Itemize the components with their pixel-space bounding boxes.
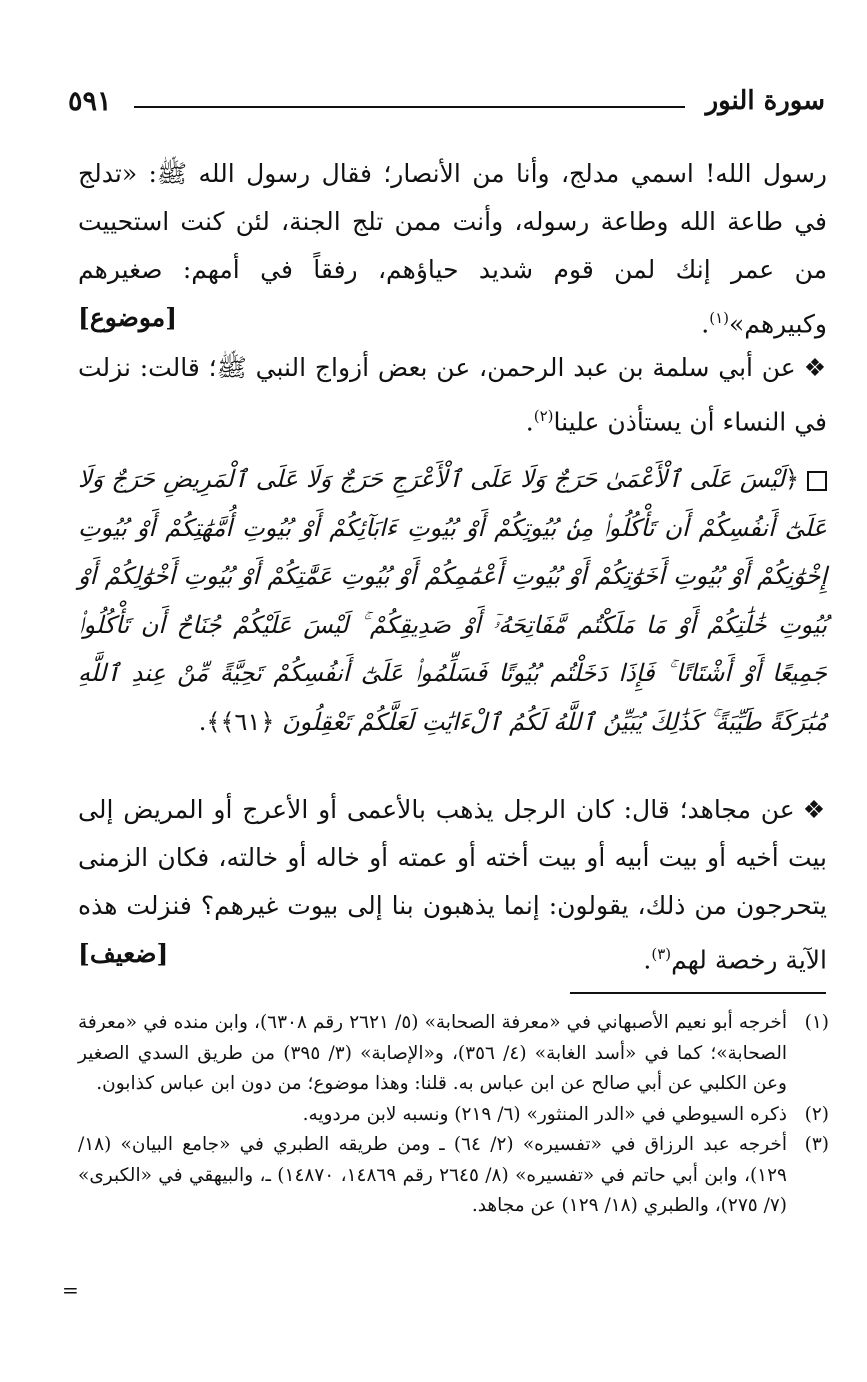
square-marker-icon (807, 471, 827, 491)
paragraph-text: عن مجاهد؛ قال: كان الرجل يذهب بالأعمى أو الأعرج أو المريض إلى بيت أخيه أو بيت أبيه أو بيت أخته أو عمته أو خاله أو خالته، فكان الزمنى يتحرجون من ذلك، يقولون: إنما يذهبون بنا إلى بيوت غيرهم؟ فنزلت هذه الآية رخصة لهم (78, 795, 827, 975)
footnote-item (78, 1008, 829, 1100)
footnote-text: أخرجه أبو نعيم الأصبهاني في «معرفة الصحابة» (٥/ ٢٦٢١ رقم ٦٣٠٨)، وابن منده في «معرفة الصحابة»؛ كما في «أسد الغابة» (٤/ ٣٥٦)، و«الإصابة» (٣/ ٣٩٥) من طريق السدي الصغير وعن الكلبي عن أبي صالح عن ابن عباس به. قلنا: وهذا موضوع؛ من دون ابن عباس كذابون. (78, 1012, 787, 1094)
continues-marker: = (62, 1278, 79, 1302)
footnote-number: (٢) (804, 1103, 829, 1125)
footnote-ref: (٢) (533, 407, 554, 425)
paragraph-text: عن أبي سلمة بن عبد الرحمن، عن بعض أزواج النبي ﷺ؛ قالت: نزلت في النساء أن يستأذن علينا (78, 353, 827, 437)
hadith-paragraph-3: ❖عن مجاهد؛ قال: كان الرجل يذهب بالأعمى أو الأعرج أو المريض إلى بيت أخيه أو بيت أبيه أو بيت أخته أو عمته أو خاله أو خالته، فكان الزمنى يتحرجون من ذلك، يقولون: إنما يذهبون بنا إلى بيوت غيرهم؟ فنزلت هذه الآية رخصة لهم$^{(٣)}$. [ضعيف] (78, 786, 827, 984)
hadith-paragraph-2: ❖عن أبي سلمة بن عبد الرحمن، عن بعض أزواج النبي ﷺ؛ قالت: نزلت في النساء أن يستأذن علينا$^{(٢)}$. (78, 353, 827, 437)
footnote-ref: (١) (709, 309, 730, 327)
footnote-ref: (٣) (651, 945, 672, 963)
bullet-icon: ❖ (802, 795, 827, 824)
footnote-item (78, 1130, 829, 1222)
footnote-number: (١) (804, 1012, 829, 1033)
surah-title: سورة النور (705, 86, 825, 116)
footnote-number: (٣) (804, 1134, 829, 1155)
header-rule (134, 106, 685, 108)
footnotes (78, 1008, 829, 1222)
page-number: ٥٩١ (68, 86, 112, 117)
footnote-text: ذكره السيوطي في «الدر المنثور» (٦/ ٢١٩) ونسبه لابن مردويه. (302, 1103, 787, 1125)
verse-text: لَيْسَ عَلَى ٱلْأَعْمَىٰ حَرَجٌ وَلَا عَلَى ٱلْأَعْرَجِ حَرَجٌ وَلَا عَلَى ٱلْمَرِيضِ حَرَجٌ وَلَا عَلَىٰٓ أَنفُسِكُمْ أَن تَأْكُلُوا۟ مِنۢ بُيُوتِكُمْ أَوْ بُيُوتِ ءَابَآئِكُمْ أَوْ بُيُوتِ أُمَّهَٰتِكُمْ أَوْ بُيُوتِ إِخْوَٰنِكُمْ أَوْ بُيُوتِ أَخَوَٰتِكُمْ أَوْ بُيُوتِ أَعْمَٰمِكُمْ أَوْ بُيُوتِ عَمَّٰتِكُمْ أَوْ بُيُوتِ أَخْوَٰلِكُمْ أَوْ بُيُوتِ خَٰلَٰتِكُمْ أَوْ مَا مَلَكْتُم مَّفَاتِحَهُۥٓ أَوْ صَدِيقِكُمْ ۚ لَيْسَ عَلَيْكُمْ جُنَاحٌ أَن تَأْكُلُوا۟ جَمِيعًا أَوْ أَشْتَاتًا ۚ فَإِذَا دَخَلْتُم بُيُوتًا فَسَلِّمُوا۟ عَلَىٰٓ أَنفُسِكُمْ تَحِيَّةً مِّنْ عِندِ ٱللَّهِ مُبَٰرَكَةً طَيِّبَةً ۚ كَذَٰلِكَ يُبَيِّنُ ٱللَّهُ لَكُمُ ٱلْءَايَٰتِ لَعَلَّكُمْ تَعْقِلُونَ (78, 465, 827, 736)
hadith-paragraph-1: رسول الله! اسمي مدلج، وأنا من الأنصار؛ فقال رسول الله ﷺ: «تدلج في طاعة الله وطاعة رسوله، وأنت ممن تلج الجنة، لئن كنت استحييت من عمر إنك لمن قوم شديد حياؤهم، رفقاً في أمهم: صغيرهم وكبيرهم»$^{(١)}$. [موضوع] (78, 150, 827, 348)
ayah-number: ﴿٦١﴾ (220, 707, 275, 736)
page-header (68, 82, 825, 122)
bullet-icon: ❖ (803, 353, 827, 382)
grade-label: [ضعيف] (78, 939, 169, 968)
verse-close-bracket: ﴾. (198, 707, 221, 736)
grade-label: [موضوع] (78, 303, 178, 332)
footnote-item (78, 1100, 829, 1131)
verse-open-bracket: ﴿ (784, 465, 799, 493)
footnote-text: أخرجه عبد الرزاق في «تفسيره» (٢/ ٦٤) ـ ومن طريقه الطبري في «جامع البيان» (١٨/ ١٢٩)، وابن أبي حاتم في «تفسيره» (٨/ ٢٦٤٥ رقم ١٤٨٦٩، ١٤٨٧٠) ـ، والبيهقي في «الكبرى» (٧/ ٢٧٥)، والطبري (١٨/ ١٢٩) عن مجاهد. (78, 1134, 787, 1216)
quran-verse-block (78, 455, 827, 746)
footnote-separator (570, 992, 826, 994)
paragraph-text: رسول الله! اسمي مدلج، وأنا من الأنصار؛ فقال رسول الله ﷺ: «تدلج في طاعة الله وطاعة رسوله، وأنت ممن تلج الجنة، لئن كنت استحييت من عمر إنك لمن قوم شديد حياؤهم، رفقاً في أمهم: صغيرهم وكبيرهم» (78, 159, 827, 339)
